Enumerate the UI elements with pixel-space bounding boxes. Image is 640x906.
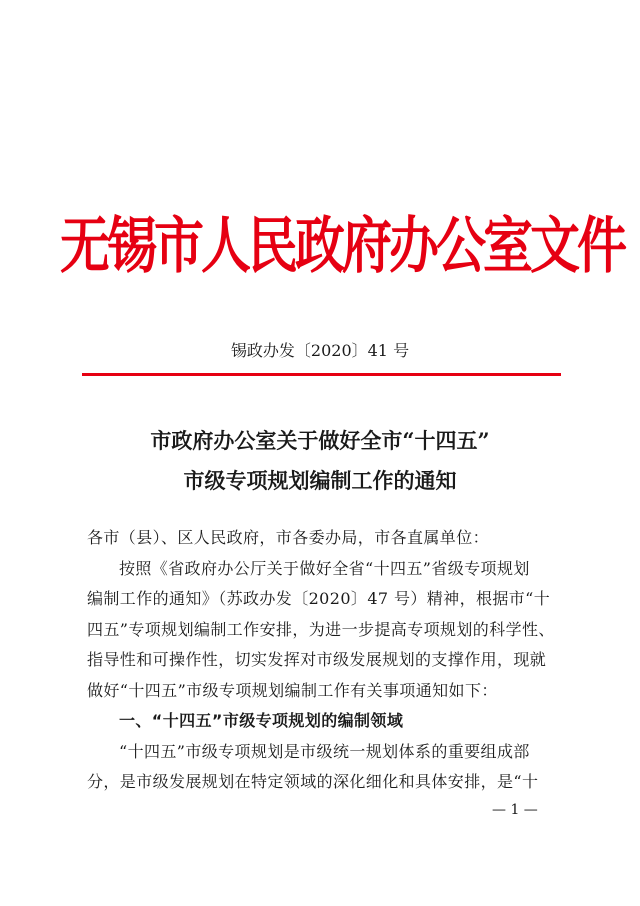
page-number: — 1 — — [492, 802, 538, 818]
red-divider-line — [82, 373, 561, 376]
paragraph-2-line-1: “十四五”市级专项规划是市级统一规划体系的重要组成部 — [119, 741, 530, 761]
document-number: 锡政办发〔2020〕41 号 — [230, 341, 410, 360]
paragraph-1-line-3: 四五”专项规划编制工作安排，为进一步提高专项规划的科学性、 — [87, 619, 555, 639]
paragraph-2-line-2: 分，是市级发展规划在特定领域的深化细化和具体安排，是“十 — [87, 772, 539, 791]
document-masthead: 无锡市人民政府办公室文件 — [60, 209, 624, 282]
document-title-line-1: 市政府办公室关于做好全市“十四五” — [150, 428, 490, 453]
paragraph-1-line-5: 做好“十四五”市级专项规划编制工作有关事项通知如下： — [87, 680, 498, 700]
paragraph-1-line-4: 指导性和可操作性，切实发挥对市级发展规划的支撑作用，现就 — [87, 650, 547, 669]
document-body — [87, 523, 563, 798]
paragraph-1-line-2: 编制工作的通知》（苏政办发〔2020〕47 号）精神，根据市“十 — [87, 589, 551, 608]
document-title-line-2: 市级专项规划编制工作的通知 — [183, 468, 457, 493]
paragraph-1-line-1: 按照《省政府办公厅关于做好全省“十四五”省级专项规划 — [119, 558, 530, 578]
section-1-heading: 一、“十四五”市级专项规划的编制领域 — [119, 711, 404, 730]
addressee-line: 各市（县）、区人民政府，市各委办局，市各直属单位： — [87, 528, 490, 547]
